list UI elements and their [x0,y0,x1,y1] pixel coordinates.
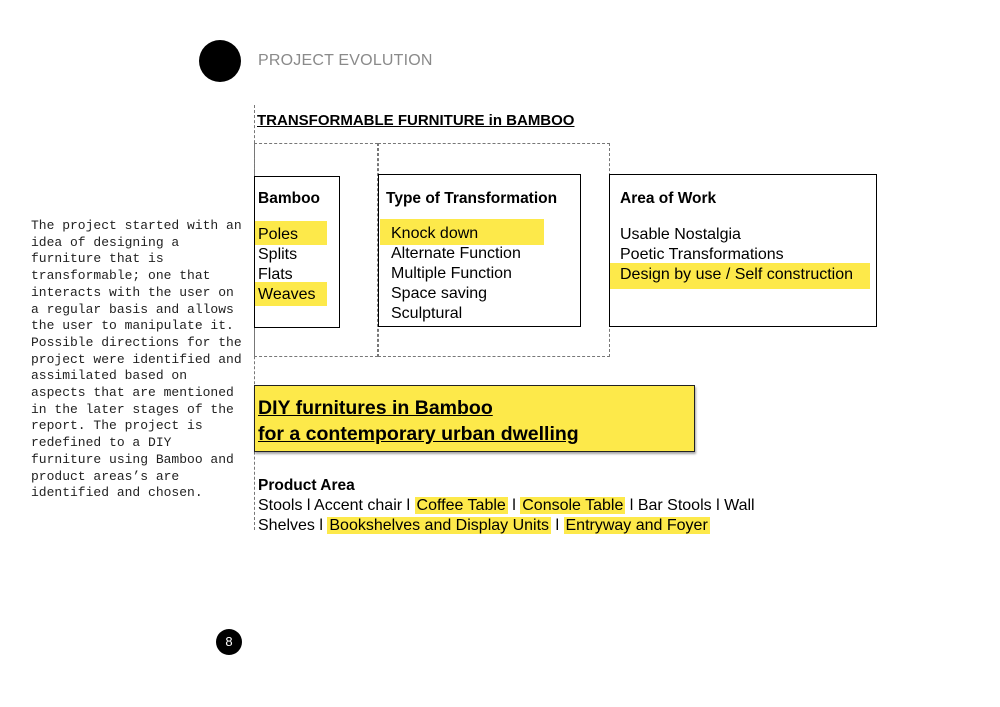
transformation-item: Alternate Function [391,245,521,262]
project-description: The project started with an idea of designing a furniture that is transformable; one that interacts with the user on a regular basis and allows the user to manipulate it. Possible directions for the project were identified and assimilated based on aspects that are mentioned in the later stages of the report. The project is redefined to a DIY furniture using Bamboo and product areas’s are identified and chosen. [31,218,242,501]
separator: l [402,497,415,514]
work-title: Area of Work [620,190,717,207]
work-item: Usable Nostalgia [620,226,741,243]
bamboo-title: Bamboo [258,190,320,207]
main-title: TRANSFORMABLE FURNITURE in BAMBOO [257,112,575,129]
separator: l [507,497,521,514]
bamboo-item-flats: Flats [258,266,293,283]
product-coffee-table: Coffee Table [416,497,506,514]
bamboo-item-weaves: Weaves [258,286,316,303]
product-area-line-1 [258,496,755,516]
bamboo-item-splits: Splits [258,246,298,263]
section-title: PROJECT EVOLUTION [258,52,433,69]
bamboo-item-poles: Poles [258,226,299,243]
work-item: Poetic Transformations [620,246,784,263]
product-area-title: Product Area [258,477,355,494]
banner-line-1: DIY furnitures in Bamboo [258,397,493,419]
separator: l [711,497,725,514]
separator: l [551,517,564,534]
product-accent-chair: Accent chair [314,497,403,514]
separator: l [302,497,315,514]
transformation-item: Sculptural [391,305,463,322]
product-entryway: Entryway and Foyer [565,517,708,534]
product-bar-stools: Bar Stools [637,497,712,514]
product-wall: Wall [724,497,755,514]
product-shelves: Shelves [258,517,315,534]
separator: l [625,497,638,514]
diy-banner [254,385,695,452]
product-bookshelves: Bookshelves and Display Units [329,517,550,534]
section-bullet [199,40,241,82]
work-item: Design by use / Self construction [620,266,854,283]
page-number: 8 [216,629,242,655]
product-stools: Stools [258,497,303,514]
transformation-item: Multiple Function [391,265,512,282]
transformation-item: Space saving [391,285,488,302]
banner-line-2: for a contemporary urban dwelling [258,423,579,445]
product-console-table: Console Table [522,497,624,514]
transformation-title: Type of Transformation [386,190,558,207]
transformation-item: Knock down [391,225,479,242]
product-area-line-2 [258,516,710,536]
separator: l [314,517,328,534]
